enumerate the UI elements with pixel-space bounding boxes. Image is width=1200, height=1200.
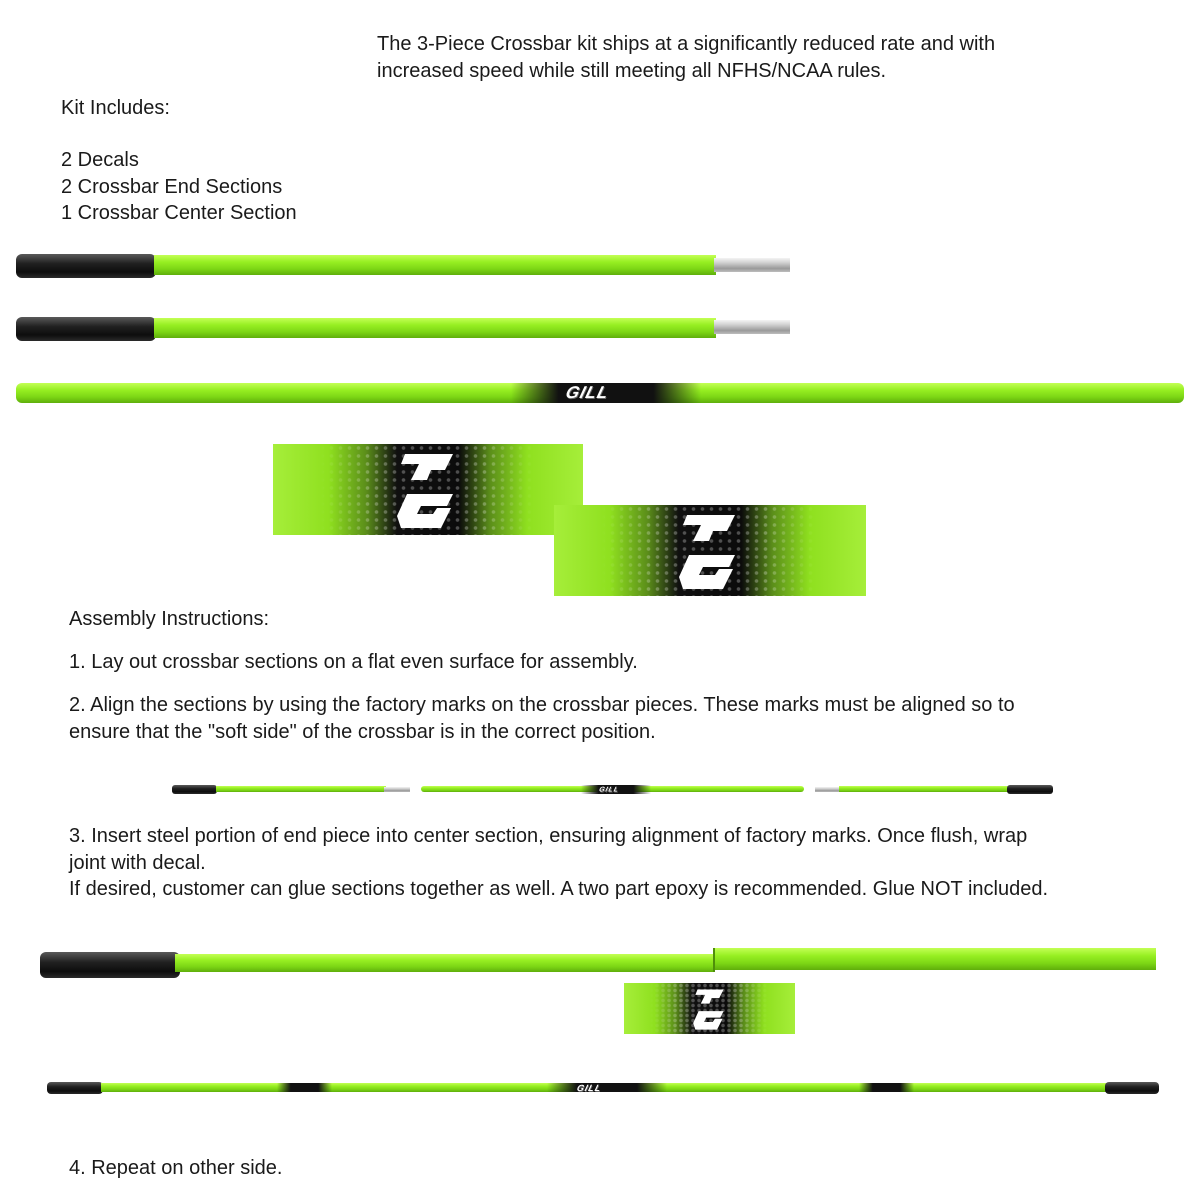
brand-text: GILL bbox=[563, 383, 612, 402]
end-cap-left bbox=[47, 1082, 103, 1094]
kit-heading: Kit Includes: bbox=[61, 97, 170, 119]
intro-text bbox=[377, 31, 995, 84]
step-4: 4. Repeat on other side. bbox=[69, 1157, 283, 1179]
end-section-tube bbox=[175, 954, 715, 972]
brand-text: GILL bbox=[575, 1082, 603, 1093]
crossbar-center-section bbox=[16, 381, 1184, 405]
green-tube bbox=[154, 255, 716, 275]
decal-wrap bbox=[624, 983, 795, 1034]
crossbar-end-section-2 bbox=[16, 315, 774, 341]
kit-item-list bbox=[61, 147, 297, 227]
gg-logo-icon bbox=[675, 511, 745, 591]
kit-item: 1 Crossbar Center Section bbox=[61, 202, 297, 224]
brand-text: GILL bbox=[598, 786, 620, 793]
step-2-line-2: ensure that the "soft side" of the crossbar is in the correct position. bbox=[69, 720, 656, 743]
step-3-line-3: If desired, customer can glue sections together as well. A two part epoxy is recommended. Glue NOT included. bbox=[69, 878, 1049, 900]
step-1: 1. Lay out crossbar sections on a flat even surface for assembly. bbox=[69, 651, 638, 673]
green-tube bbox=[154, 318, 716, 338]
factory-mark bbox=[547, 1083, 667, 1092]
factory-mark bbox=[581, 785, 651, 794]
end-cap-right bbox=[1105, 1082, 1159, 1094]
intro-line-1: The 3-Piece Crossbar kit ships at a significantly reduced rate and with bbox=[377, 33, 996, 55]
layout-end-section-left bbox=[172, 784, 410, 794]
layout-center-section bbox=[421, 785, 804, 794]
step-3-line-1: 3. Insert steel portion of end piece into center section, ensuring alignment of factory marks. Once flush, wrap bbox=[69, 825, 1028, 847]
decal-mark-right bbox=[859, 1083, 914, 1092]
decal-2 bbox=[554, 505, 866, 596]
steel-insert bbox=[714, 258, 790, 272]
assembled-joint bbox=[40, 946, 1156, 978]
step-2-line-1: 2. Align the sections by using the factory marks on the crossbar pieces. These marks must be aligned so to bbox=[69, 694, 1015, 716]
crossbar-end-section-1 bbox=[16, 252, 774, 278]
center-section-tube bbox=[713, 948, 1156, 970]
decal-1 bbox=[273, 444, 583, 535]
assembled-crossbar bbox=[47, 1081, 1159, 1095]
step-3-line-2: joint with decal. bbox=[69, 851, 206, 874]
gg-logo-icon bbox=[691, 987, 729, 1031]
step-2 bbox=[69, 692, 1015, 745]
decal-mark-left bbox=[277, 1083, 332, 1092]
kit-item: 2 Crossbar End Sections bbox=[61, 175, 283, 198]
kit-item: 2 Decals bbox=[61, 149, 139, 171]
step-3 bbox=[69, 823, 1048, 903]
assembly-heading: Assembly Instructions: bbox=[69, 608, 270, 630]
joint-line bbox=[713, 948, 715, 972]
factory-mark bbox=[511, 383, 701, 403]
steel-insert bbox=[714, 320, 790, 334]
layout-end-section-right bbox=[815, 784, 1053, 794]
gg-logo-icon bbox=[393, 450, 463, 530]
end-cap bbox=[40, 952, 180, 978]
end-cap bbox=[16, 254, 156, 278]
end-cap bbox=[16, 317, 156, 341]
intro-line-2: increased speed while still meeting all NFHS/NCAA rules. bbox=[377, 59, 887, 82]
